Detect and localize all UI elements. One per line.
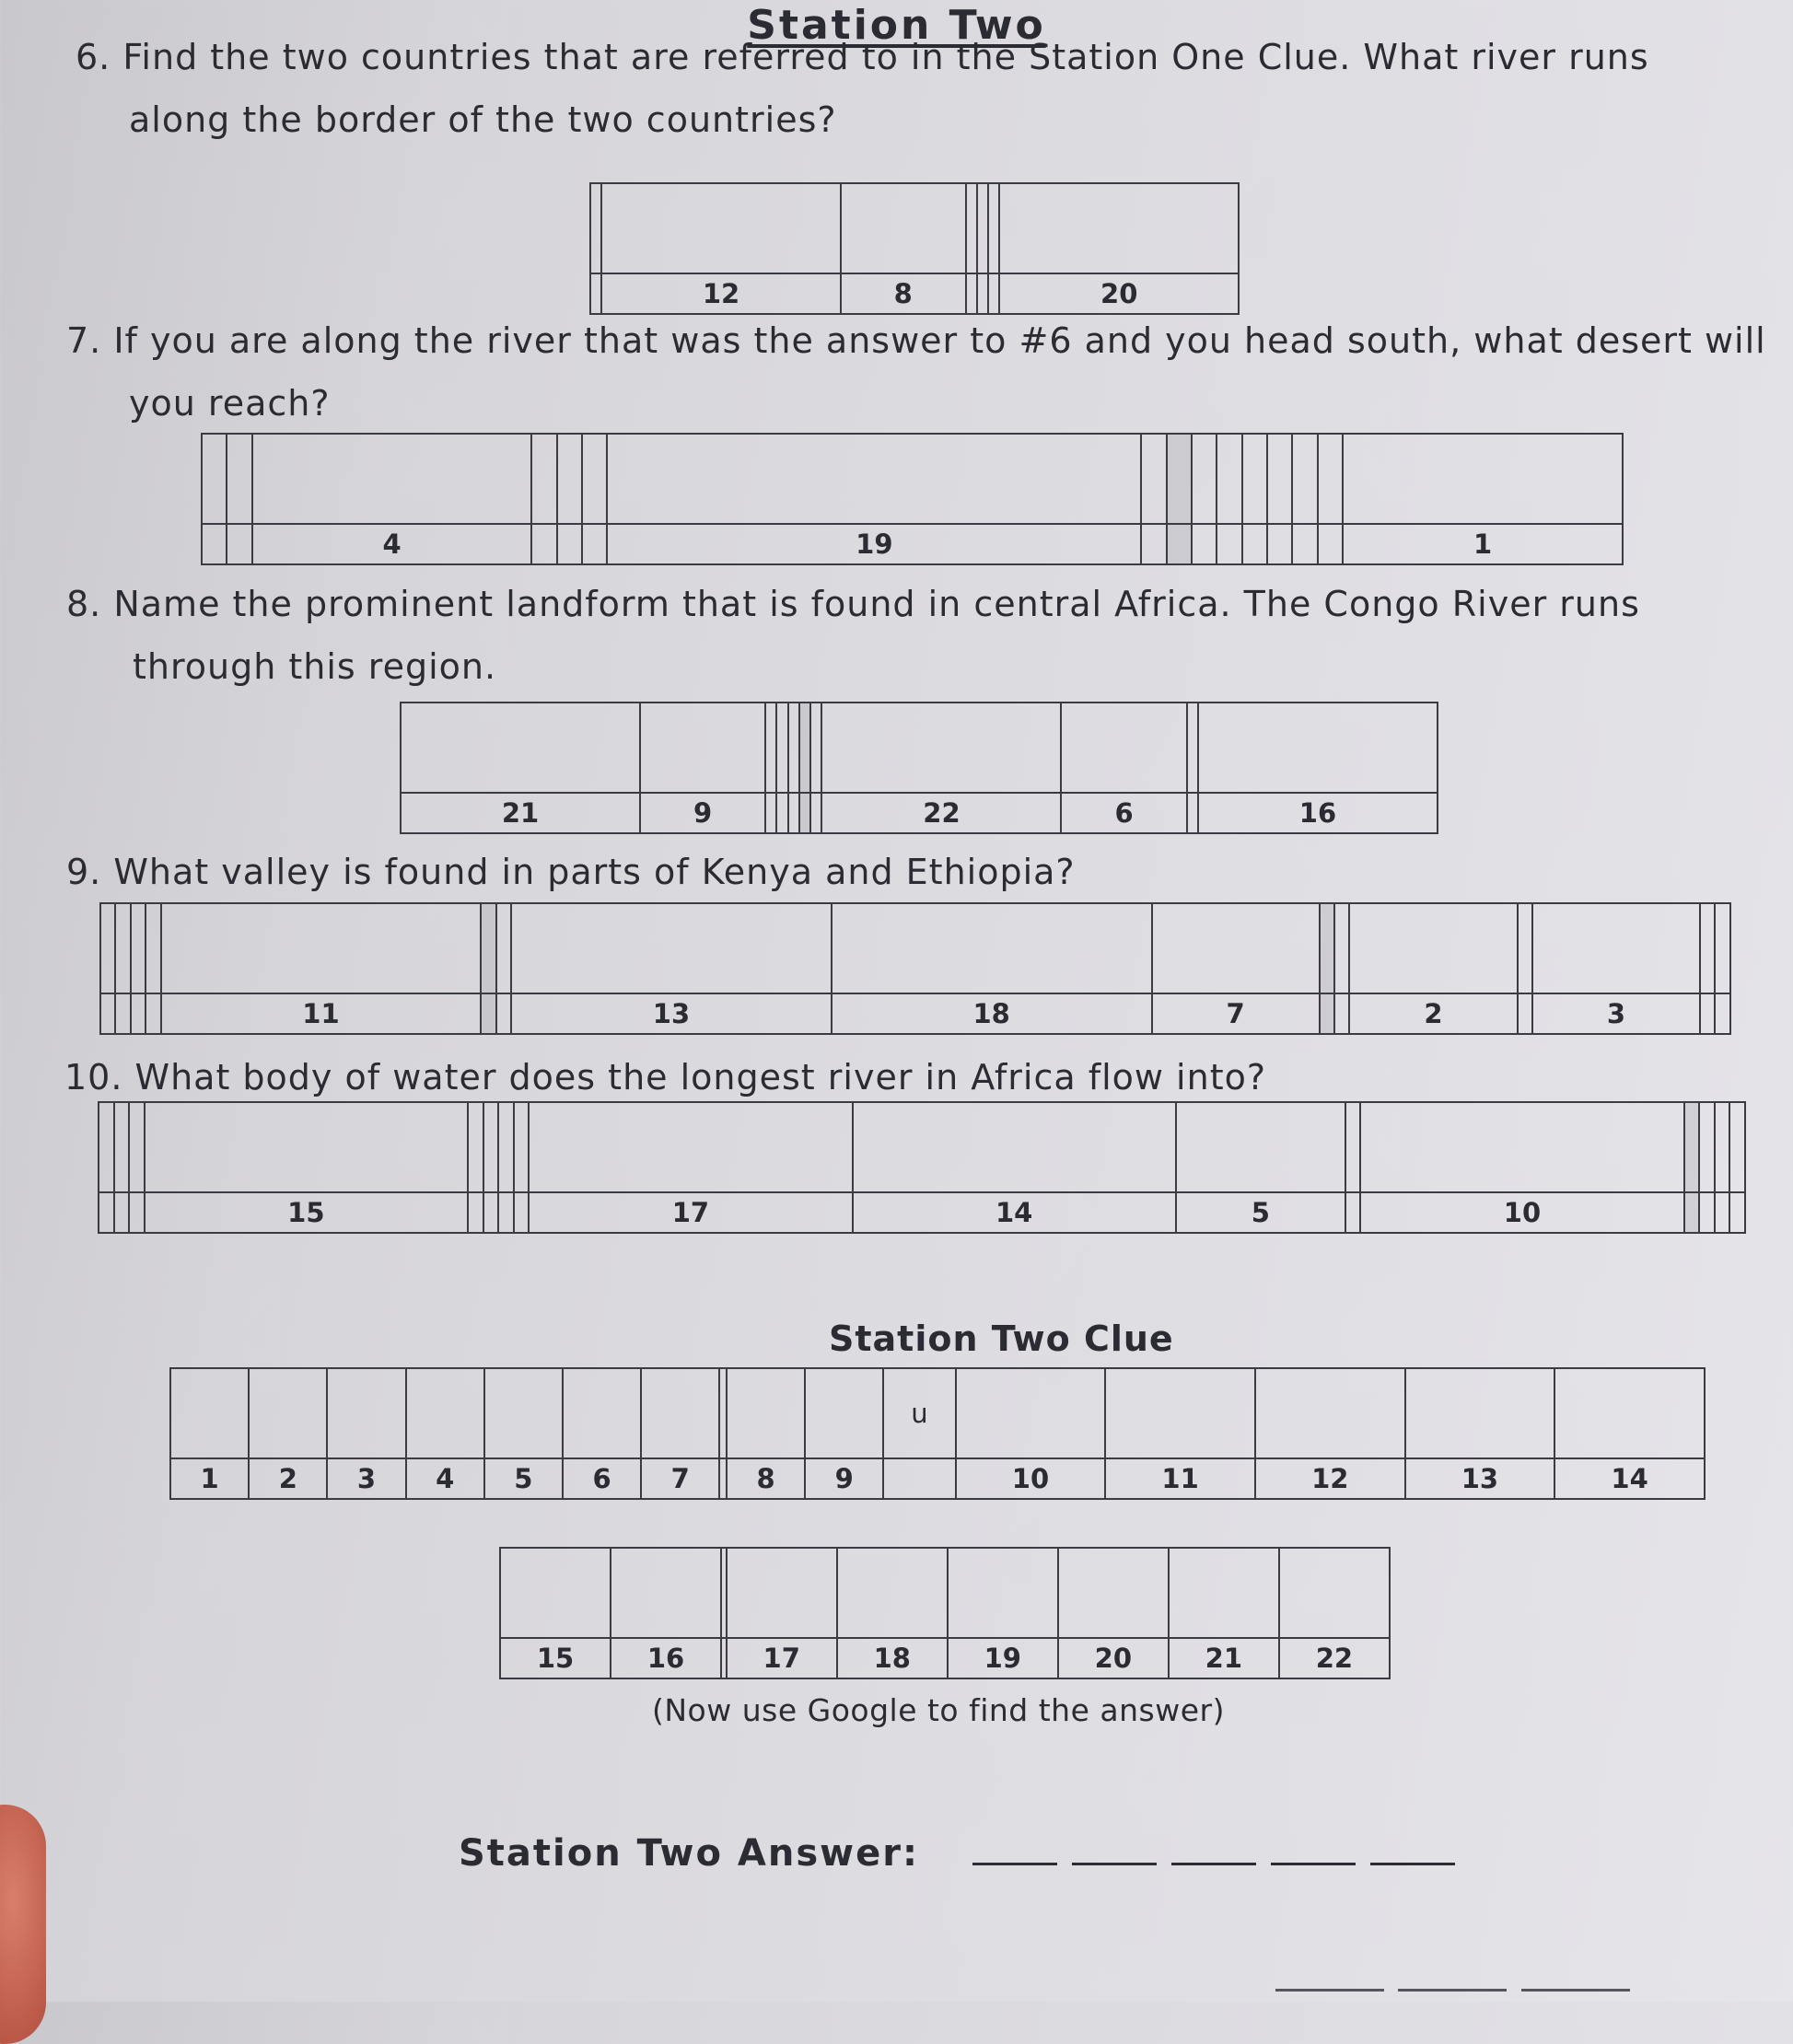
number-cell: 3 <box>1532 993 1700 1034</box>
letter-box[interactable] <box>966 183 977 273</box>
letter-box[interactable] <box>1141 434 1166 524</box>
number-cell <box>1318 524 1343 564</box>
letter-box[interactable] <box>1699 1102 1715 1192</box>
number-cell: 5 <box>484 1458 563 1499</box>
letter-box[interactable] <box>837 1548 948 1638</box>
answer-blank-8[interactable] <box>1521 1989 1630 1992</box>
number-cell <box>719 1458 727 1499</box>
letter-box[interactable] <box>988 183 999 273</box>
number-cell <box>1715 1192 1730 1233</box>
number-cell <box>129 1192 145 1233</box>
letter-box[interactable] <box>252 434 532 524</box>
question-6-line2: along the border of the two countries? <box>129 99 837 140</box>
number-cell <box>146 993 160 1034</box>
letter-box[interactable] <box>832 903 1152 993</box>
number-cell: 11 <box>161 993 482 1034</box>
number-cell <box>582 524 607 564</box>
number-cell: 22 <box>1279 1638 1390 1678</box>
letter-box[interactable] <box>557 434 582 524</box>
number-cell: 16 <box>611 1638 721 1678</box>
number-cell <box>776 793 787 833</box>
letter-box[interactable] <box>1061 703 1186 793</box>
letter-box[interactable] <box>1360 1102 1683 1192</box>
number-cell <box>977 273 988 314</box>
number-cell <box>481 993 495 1034</box>
letter-box[interactable] <box>481 903 495 993</box>
answer-label: Station Two Answer: <box>459 1832 919 1875</box>
question-7-line1: 7. If you are along the river that was the answer to #6 and you head south, what desert will <box>66 320 1766 361</box>
letter-box[interactable] <box>1405 1368 1555 1458</box>
number-cell <box>1729 1192 1745 1233</box>
number-cell <box>468 1192 483 1233</box>
letter-box[interactable] <box>1554 1368 1705 1458</box>
letter-box[interactable] <box>146 903 160 993</box>
letter-box[interactable] <box>1198 703 1438 793</box>
number-cell <box>514 1192 530 1233</box>
question-8 <box>66 573 1640 698</box>
number-cell: 14 <box>853 1192 1176 1233</box>
number-cell <box>1334 993 1349 1034</box>
number-cell <box>1187 793 1198 833</box>
letter-box[interactable] <box>977 183 988 273</box>
letter-box[interactable] <box>161 903 482 993</box>
question-10-letter-grid <box>98 1101 1746 1234</box>
number-cell: 18 <box>832 993 1152 1034</box>
number-cell: 15 <box>145 1192 468 1233</box>
letter-box[interactable] <box>1255 1368 1405 1458</box>
number-cell: 2 <box>1349 993 1517 1034</box>
letter-box[interactable] <box>1279 1548 1390 1638</box>
number-cell: 11 <box>1105 1458 1255 1499</box>
number-cell: 6 <box>563 1458 641 1499</box>
letter-box[interactable] <box>1105 1368 1255 1458</box>
number-cell: 1 <box>170 1458 249 1499</box>
letter-box[interactable] <box>1343 434 1623 524</box>
letter-box[interactable] <box>129 1102 145 1192</box>
thumb <box>0 1805 46 2044</box>
letter-box[interactable] <box>582 434 607 524</box>
letter-box[interactable] <box>1715 903 1730 993</box>
question-8-line1: 8. Name the prominent landform that is found in central Africa. The Congo River runs <box>66 584 1640 624</box>
letter-box[interactable] <box>1267 434 1292 524</box>
number-cell <box>99 1192 114 1233</box>
number-cell: 20 <box>1058 1638 1169 1678</box>
letter-box[interactable] <box>1169 1548 1279 1638</box>
number-cell <box>498 1192 514 1233</box>
letter-box[interactable] <box>1217 434 1241 524</box>
answer-blank-5[interactable] <box>1370 1863 1455 1865</box>
letter-box[interactable] <box>483 1102 499 1192</box>
letter-box[interactable] <box>529 1102 852 1192</box>
number-cell: 13 <box>1405 1458 1555 1499</box>
number-cell <box>1345 1192 1361 1233</box>
letter-box[interactable] <box>131 903 146 993</box>
letter-box[interactable] <box>1345 1102 1361 1192</box>
letter-box[interactable] <box>1334 903 1349 993</box>
question-8-letter-grid <box>400 702 1438 834</box>
number-cell <box>1192 524 1217 564</box>
letter-box[interactable] <box>810 703 821 793</box>
letter-box[interactable] <box>1349 903 1517 993</box>
question-8-line2: through this region. <box>133 646 497 687</box>
letter-box[interactable] <box>100 903 115 993</box>
number-cell <box>483 1192 499 1233</box>
answer-blank-2[interactable] <box>1072 1863 1157 1865</box>
number-cell: 3 <box>327 1458 405 1499</box>
number-cell <box>531 524 556 564</box>
answer-blank-4[interactable] <box>1271 1863 1356 1865</box>
letter-box[interactable]: u <box>883 1368 955 1458</box>
number-cell <box>1141 524 1166 564</box>
number-cell <box>1267 524 1292 564</box>
number-cell: 12 <box>1255 1458 1405 1499</box>
number-cell <box>227 524 251 564</box>
letter-box[interactable] <box>511 903 832 993</box>
number-cell <box>131 993 146 1034</box>
number-cell: 14 <box>1554 1458 1705 1499</box>
number-cell <box>1217 524 1241 564</box>
letter-box[interactable] <box>249 1368 327 1458</box>
number-cell <box>590 273 601 314</box>
number-cell: 10 <box>956 1458 1106 1499</box>
letter-box[interactable] <box>1167 434 1192 524</box>
number-cell: 19 <box>607 524 1141 564</box>
letter-box[interactable] <box>1152 903 1320 993</box>
letter-box[interactable] <box>640 703 765 793</box>
question-7-line2: you reach? <box>129 383 331 424</box>
question-10-line1: 10. What body of water does the longest river in Africa flow into? <box>64 1057 1267 1097</box>
number-cell <box>1167 524 1192 564</box>
number-cell: 1 <box>1343 524 1623 564</box>
number-cell: 12 <box>601 273 841 314</box>
question-6-line1: 6. Find the two countries that are referred to in the Station One Clue. What river runs <box>76 37 1649 77</box>
clue-grid-row1 <box>169 1367 1706 1500</box>
number-cell: 17 <box>529 1192 852 1233</box>
question-10 <box>64 1046 1266 1109</box>
letter-box[interactable] <box>115 903 130 993</box>
number-cell <box>1700 993 1715 1034</box>
clue-note: (Now use Google to find the answer) <box>652 1692 1225 1728</box>
number-cell <box>1699 1192 1715 1233</box>
letter-box[interactable] <box>805 1368 883 1458</box>
number-cell: 21 <box>401 793 640 833</box>
letter-box[interactable] <box>1729 1102 1745 1192</box>
question-9-letter-grid <box>99 902 1731 1035</box>
letter-box[interactable] <box>765 703 776 793</box>
number-cell <box>1242 524 1267 564</box>
letter-box[interactable] <box>1700 903 1715 993</box>
letter-box[interactable] <box>468 1102 483 1192</box>
clue-grid-row2 <box>499 1547 1391 1679</box>
letter-box[interactable] <box>327 1368 405 1458</box>
number-cell <box>1715 993 1730 1034</box>
number-cell: 15 <box>500 1638 611 1678</box>
letter-box[interactable] <box>1058 1548 1169 1638</box>
question-7-letter-grid <box>201 433 1624 565</box>
letter-box[interactable] <box>496 903 511 993</box>
clue-heading: Station Two Clue <box>829 1318 1174 1359</box>
number-cell: 8 <box>841 273 966 314</box>
number-cell: 13 <box>511 993 832 1034</box>
answer-blank-6[interactable] <box>1275 1989 1384 1992</box>
number-cell: 10 <box>1360 1192 1683 1233</box>
number-cell: 18 <box>837 1638 948 1678</box>
letter-box[interactable] <box>611 1548 721 1638</box>
letter-box[interactable] <box>531 434 556 524</box>
letter-box[interactable] <box>727 1368 805 1458</box>
letter-box[interactable] <box>500 1548 611 1638</box>
letter-box[interactable] <box>1176 1102 1345 1192</box>
letter-box[interactable] <box>590 183 601 273</box>
number-cell: 5 <box>1176 1192 1345 1233</box>
number-cell <box>788 793 799 833</box>
number-cell <box>883 1458 955 1499</box>
letter-box[interactable] <box>1187 703 1198 793</box>
letter-box[interactable] <box>1518 903 1532 993</box>
letter-box[interactable] <box>641 1368 719 1458</box>
answer-blank-7[interactable] <box>1398 1989 1507 1992</box>
number-cell <box>115 993 130 1034</box>
letter-box[interactable] <box>607 434 1141 524</box>
letter-box[interactable] <box>114 1102 130 1192</box>
letter-box[interactable] <box>1318 434 1343 524</box>
number-cell <box>988 273 999 314</box>
number-cell <box>496 993 511 1034</box>
letter-box[interactable] <box>1192 434 1217 524</box>
letter-box[interactable] <box>719 1368 727 1458</box>
letter-box[interactable] <box>99 1102 114 1192</box>
number-cell: 9 <box>640 793 765 833</box>
number-cell <box>1684 1192 1700 1233</box>
number-cell <box>202 524 227 564</box>
letter-box[interactable] <box>227 434 251 524</box>
number-cell: 7 <box>641 1458 719 1499</box>
number-cell <box>114 1192 130 1233</box>
number-cell <box>765 793 776 833</box>
letter-box[interactable] <box>406 1368 484 1458</box>
number-cell: 9 <box>805 1458 883 1499</box>
letter-box[interactable] <box>145 1102 468 1192</box>
number-cell <box>1518 993 1532 1034</box>
letter-box[interactable] <box>841 183 966 273</box>
question-9 <box>66 841 1076 903</box>
number-cell <box>966 273 977 314</box>
letter-box[interactable] <box>788 703 799 793</box>
letter-box[interactable] <box>1292 434 1317 524</box>
number-cell: 17 <box>727 1638 837 1678</box>
letter-box[interactable] <box>1532 903 1700 993</box>
number-cell <box>810 793 821 833</box>
letter-box[interactable] <box>948 1548 1058 1638</box>
number-cell: 20 <box>999 273 1239 314</box>
question-6-letter-grid <box>589 182 1240 315</box>
letter-box[interactable] <box>498 1102 514 1192</box>
number-cell: 4 <box>252 524 532 564</box>
letter-box[interactable] <box>514 1102 530 1192</box>
number-cell: 4 <box>406 1458 484 1499</box>
number-cell: 6 <box>1061 793 1186 833</box>
answer-blank-1[interactable] <box>972 1863 1057 1865</box>
letter-box[interactable] <box>601 183 841 273</box>
number-cell: 16 <box>1198 793 1438 833</box>
page-title: Station Two <box>747 2 1046 49</box>
number-cell <box>1320 993 1334 1034</box>
letter-box[interactable] <box>563 1368 641 1458</box>
letter-box[interactable] <box>1320 903 1334 993</box>
number-cell: 22 <box>821 793 1061 833</box>
number-cell: 2 <box>249 1458 327 1499</box>
letter-box[interactable] <box>853 1102 1176 1192</box>
letter-box[interactable] <box>727 1548 837 1638</box>
letter-box[interactable] <box>821 703 1061 793</box>
letter-box[interactable] <box>202 434 227 524</box>
letter-box[interactable] <box>1715 1102 1730 1192</box>
answer-blank-3[interactable] <box>1171 1863 1256 1865</box>
question-9-line1: 9. What valley is found in parts of Kenya and Ethiopia? <box>66 852 1076 892</box>
number-cell <box>100 993 115 1034</box>
letter-box[interactable] <box>776 703 787 793</box>
question-7 <box>66 309 1766 435</box>
letter-box[interactable] <box>170 1368 249 1458</box>
question-6 <box>76 26 1649 151</box>
letter-box[interactable] <box>1242 434 1267 524</box>
number-cell: 7 <box>1152 993 1320 1034</box>
letter-box[interactable] <box>401 703 640 793</box>
number-cell <box>1292 524 1317 564</box>
letter-box[interactable] <box>799 703 810 793</box>
number-cell <box>799 793 810 833</box>
letter-box[interactable] <box>999 183 1239 273</box>
number-cell <box>557 524 582 564</box>
number-cell: 19 <box>948 1638 1058 1678</box>
number-cell: 21 <box>1169 1638 1279 1678</box>
letter-box[interactable] <box>484 1368 563 1458</box>
number-cell: 8 <box>727 1458 805 1499</box>
letter-box[interactable] <box>1684 1102 1700 1192</box>
letter-box[interactable] <box>956 1368 1106 1458</box>
